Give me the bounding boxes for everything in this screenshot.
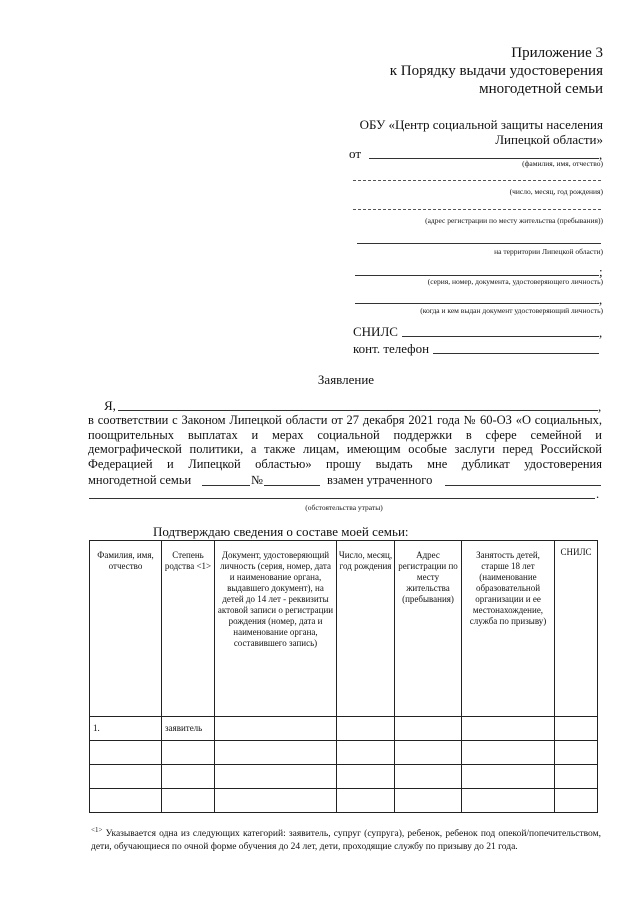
hint-name: (фамилия, имя, отчество) — [522, 159, 603, 168]
table-cell[interactable] — [215, 789, 337, 813]
i-comma: , — [598, 399, 602, 414]
table-cell[interactable] — [162, 789, 215, 813]
appendix-number: Приложение 3 — [511, 45, 603, 61]
table-cell[interactable] — [395, 789, 462, 813]
table-cell[interactable] — [90, 765, 162, 789]
territory-field[interactable] — [357, 243, 601, 244]
table-cell[interactable] — [555, 789, 598, 813]
col-employment-header: Занятость детей, старше 18 лет (наименование образовательной организации и ее местонахождение, служба по призыву) — [462, 541, 555, 717]
snils-comma: , — [599, 325, 603, 340]
table-row — [90, 765, 598, 789]
table-cell[interactable]: 1. — [90, 717, 162, 741]
footnote — [91, 824, 601, 854]
from-label: от — [349, 146, 362, 161]
appendix-header — [343, 44, 603, 98]
hint-circumstances: (обстоятельства утраты) — [305, 503, 383, 512]
appendix-subject: многодетной семьи — [479, 81, 603, 97]
col-relation-header: Степень родства <1> — [162, 541, 215, 717]
birth-date-field[interactable] — [353, 180, 601, 181]
table-row — [90, 741, 598, 765]
recipient-block — [303, 117, 603, 147]
table-cell[interactable]: заявитель — [162, 717, 215, 741]
document-semicolon: ; — [599, 264, 603, 279]
col-birth-header: Число, месяц, год рождения — [337, 541, 395, 717]
hint-birth: (число, месяц, год рождения) — [509, 187, 603, 196]
hint-issued: (когда и кем выдан документ удостоверяющий личность) — [420, 306, 603, 315]
table-cell[interactable] — [337, 789, 395, 813]
document-field[interactable] — [355, 275, 599, 276]
table-cell[interactable] — [162, 741, 215, 765]
col-snils-header: СНИЛС — [555, 541, 598, 717]
statement-name-field[interactable] — [118, 410, 598, 411]
family-table — [89, 540, 598, 813]
table-cell[interactable] — [555, 717, 598, 741]
i-label: Я, — [104, 398, 116, 413]
appendix-order: к Порядку выдачи удостоверения — [389, 63, 603, 79]
issued-field[interactable] — [355, 303, 599, 304]
table-cell[interactable] — [462, 741, 555, 765]
table-cell[interactable] — [462, 789, 555, 813]
lost-label: взамен утраченного — [327, 473, 433, 487]
table-cell[interactable] — [90, 741, 162, 765]
certificate-number-field[interactable] — [264, 485, 320, 486]
table-cell[interactable] — [215, 741, 337, 765]
certificate-series-field[interactable] — [202, 485, 250, 486]
table-cell[interactable] — [555, 741, 598, 765]
table-cell[interactable] — [337, 741, 395, 765]
table-row — [90, 789, 598, 813]
recipient-line2: Липецкой области» — [495, 132, 603, 147]
table-cell[interactable] — [395, 765, 462, 789]
footnote-text: Указывается одна из следующих категорий: заявитель, супруг (супруга), ребенок, ребенок под опекой/попечительством, дети, обучающиеся по очной форме обучения до 24 лет, дети, проходящие службу по призыву до 21 года. — [91, 829, 601, 853]
table-cell[interactable] — [395, 717, 462, 741]
family-table-header — [90, 541, 598, 717]
snils-label: СНИЛС — [353, 324, 398, 339]
col-name-header: Фамилия, имя, отчество — [90, 541, 162, 717]
recipient-line1: ОБУ «Центр социальной защиты населения — [359, 117, 603, 132]
lost-field[interactable] — [445, 485, 601, 486]
table-cell[interactable] — [215, 765, 337, 789]
phone-label: конт. телефон — [353, 341, 430, 356]
table-cell[interactable] — [162, 765, 215, 789]
table-cell[interactable] — [462, 765, 555, 789]
name-comma: , — [599, 147, 603, 162]
col-document-header: Документ, удостоверяющий личность (серия, номер, дата и наименование органа, выдавшего документ), на детей до 14 лет - реквизиты актовой записи о регистрации рождения (номер, дата и наименование органа, составившего запись) — [215, 541, 337, 717]
statement-title: Заявление — [317, 372, 375, 387]
family-section-title: Подтверждаю сведения о составе моей семьи: — [153, 524, 409, 539]
table-row — [90, 717, 598, 741]
phone-field[interactable] — [433, 353, 599, 354]
snils-field[interactable] — [402, 336, 599, 337]
statement-body: в соответствии с Законом Липецкой области от 27 декабря 2021 года № 60-ОЗ «О социальных, поощрительных выплатах и мерах социальной поддержки в сфере семейной и демографической политики, а также лицам, имеющим особые заслуги перед Российской Федерацией и Липецкой областью» прошу выдать мне дубликат удостоверения — [88, 413, 602, 471]
number-label: № — [251, 473, 263, 487]
col-address-header: Адрес регистрации по месту жительства (пребывания) — [395, 541, 462, 717]
table-cell[interactable] — [395, 741, 462, 765]
table-cell[interactable] — [215, 717, 337, 741]
footnote-marker: <1> — [91, 826, 103, 834]
table-cell[interactable] — [337, 765, 395, 789]
table-cell[interactable] — [90, 789, 162, 813]
table-cell[interactable] — [337, 717, 395, 741]
table-cell[interactable] — [462, 717, 555, 741]
address-field[interactable] — [353, 209, 601, 210]
hint-document: (серия, номер, документа, удостоверяющего личность) — [427, 277, 603, 286]
family-label: многодетной семьи — [88, 473, 192, 487]
circumstances-dot: . — [596, 487, 600, 501]
table-cell[interactable] — [555, 765, 598, 789]
circumstances-field[interactable] — [89, 498, 595, 499]
hint-address: (адрес регистрации по месту жительства (пребывания)) — [425, 216, 603, 225]
issued-comma: , — [599, 292, 603, 307]
hint-territory: на территории Липецкой области) — [494, 247, 603, 256]
